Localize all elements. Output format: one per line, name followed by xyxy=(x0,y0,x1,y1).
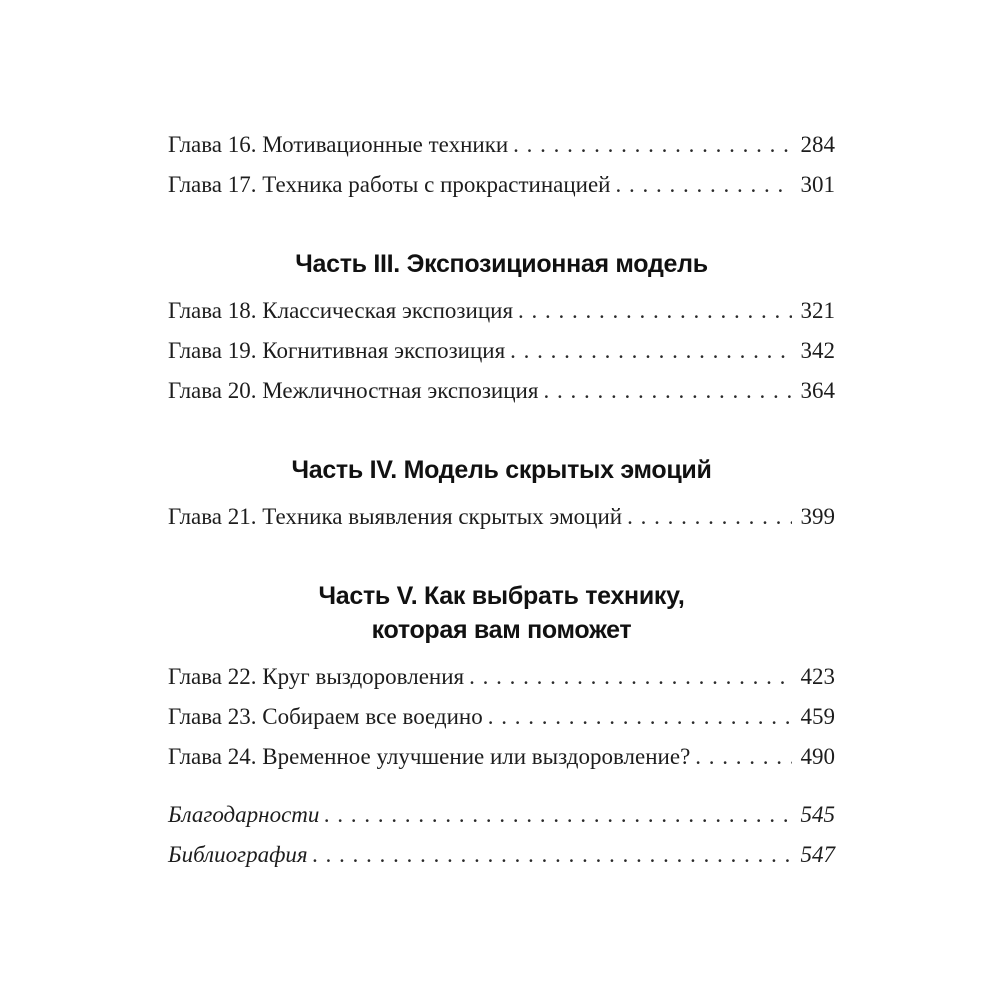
part-5-entries xyxy=(168,657,835,777)
toc-entry xyxy=(168,291,835,331)
toc-entry-page: 423 xyxy=(800,664,835,689)
toc-entry xyxy=(168,371,835,411)
toc-entry-page: 342 xyxy=(800,338,835,363)
dot-leader xyxy=(615,165,791,205)
dot-leader xyxy=(488,697,792,737)
part-heading-4: Часть IV. Модель скрытых эмоций xyxy=(291,456,712,484)
toc-entry-page: 399 xyxy=(800,504,835,529)
toc-entry xyxy=(168,657,835,697)
part-3-entries xyxy=(168,291,835,411)
toc-entry-label: Глава 22. Круг выздоровления xyxy=(168,664,465,689)
part-heading-5-line-1: Часть V. Как выбрать технику, xyxy=(318,582,685,610)
toc-entry-label: Библиография xyxy=(168,842,308,867)
toc-entry xyxy=(168,795,835,835)
toc-entry-page: 284 xyxy=(800,132,835,157)
toc-entry-label: Глава 17. Техника работы с прокрастинацией xyxy=(168,172,611,197)
part-4-entries xyxy=(168,497,835,537)
part-heading-5-line-2: которая вам поможет xyxy=(371,616,632,644)
dot-leader xyxy=(695,737,791,777)
toc-entry-label: Глава 21. Техника выявления скрытых эмоций xyxy=(168,504,623,529)
dot-leader xyxy=(324,795,791,835)
toc-entry-label: Глава 16. Мотивационные техники xyxy=(168,132,509,157)
toc-entry-page: 545 xyxy=(800,802,835,827)
toc-entry xyxy=(168,165,835,205)
toc-entry-page: 321 xyxy=(800,298,835,323)
toc-entry xyxy=(168,835,835,875)
toc-entry-page: 547 xyxy=(800,842,835,867)
dot-leader xyxy=(313,835,792,875)
toc-entry-label: Глава 23. Собираем все воедино xyxy=(168,704,483,729)
toc-entry-label: Глава 20. Межличностная экспозиция xyxy=(168,378,539,403)
dot-leader xyxy=(518,291,791,331)
toc-entry-label: Глава 19. Когнитивная экспозиция xyxy=(168,338,506,363)
toc-entry xyxy=(168,331,835,371)
toc-entry xyxy=(168,125,835,165)
part-heading-3: Часть III. Экспозиционная модель xyxy=(295,250,708,278)
toc-entry xyxy=(168,497,835,537)
toc-entry-label: Благодарности xyxy=(168,802,320,827)
dot-leader xyxy=(510,331,791,371)
toc-entry xyxy=(168,697,835,737)
dot-leader xyxy=(513,125,791,165)
toc-entry-page: 301 xyxy=(800,172,835,197)
toc-entry xyxy=(168,737,835,777)
dot-leader xyxy=(469,657,791,697)
dot-leader xyxy=(627,497,791,537)
toc-entry-page: 490 xyxy=(800,744,835,769)
toc-entry-page: 364 xyxy=(800,378,835,403)
dot-leader xyxy=(543,371,791,411)
toc-entry-page: 459 xyxy=(800,704,835,729)
toc-entry-label: Глава 18. Классическая экспозиция xyxy=(168,298,514,323)
part-heading-5 xyxy=(168,579,835,647)
toc-entry-label: Глава 24. Временное улучшение или выздоровление? xyxy=(168,744,691,769)
back-matter-entries xyxy=(168,795,835,875)
